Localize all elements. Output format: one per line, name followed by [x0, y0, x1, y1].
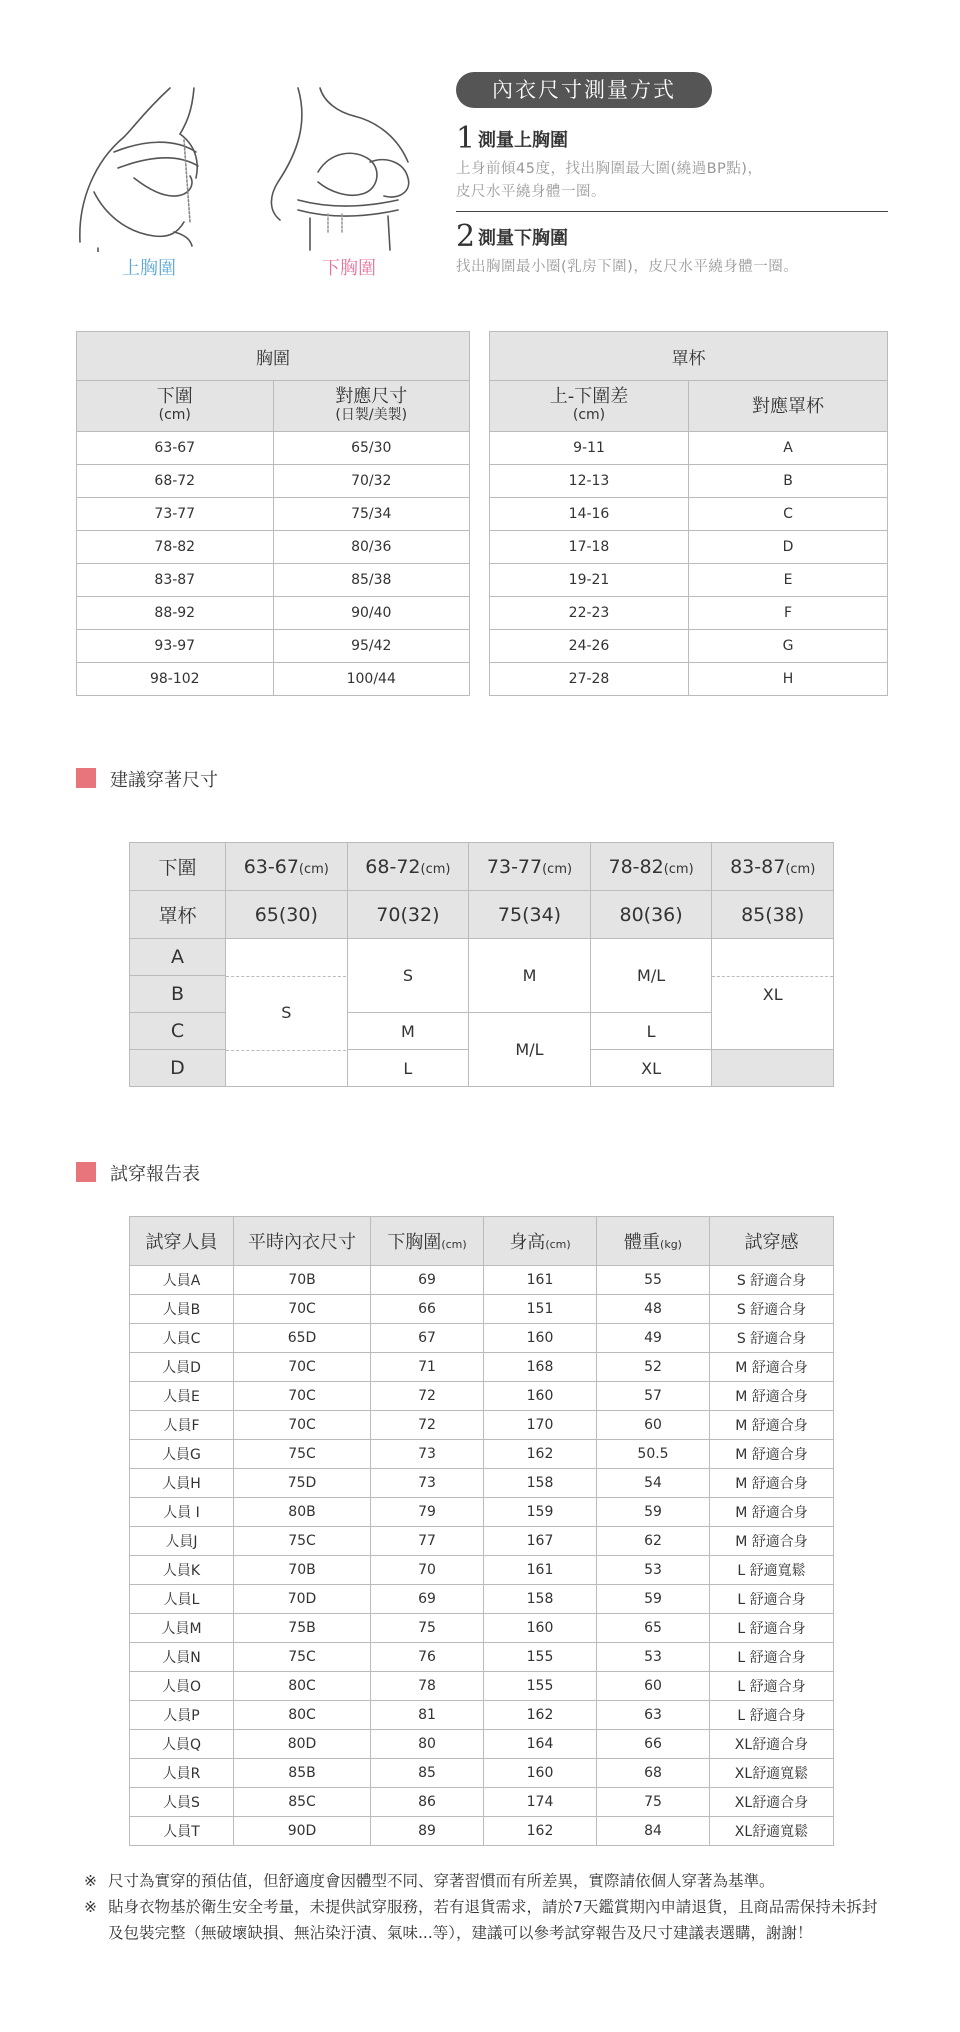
tryon-cell-under: 72	[371, 1411, 484, 1440]
cup-row	[490, 465, 888, 498]
tryon-cell-under: 76	[371, 1643, 484, 1672]
tryon-cell-size: 75C	[234, 1440, 371, 1469]
tryon-cell-feel: M 舒適合身	[710, 1411, 834, 1440]
band-cell-under: 68-72	[77, 465, 274, 498]
band-cell-size: 70/32	[273, 465, 470, 498]
tryon-cell-weight: 57	[597, 1382, 710, 1411]
band-cell-under: 83-87	[77, 564, 274, 597]
tryon-cell-size: 70B	[234, 1266, 371, 1295]
tryon-cell-person: 人員T	[130, 1817, 234, 1846]
tryon-cell-under: 73	[371, 1440, 484, 1469]
tryon-row	[130, 1585, 834, 1614]
band-row	[77, 663, 470, 696]
recommend-section-marker	[76, 768, 96, 788]
tryon-cell-under: 67	[371, 1324, 484, 1353]
tryon-cell-under: 89	[371, 1817, 484, 1846]
cup-cell-diff: 9-11	[490, 432, 689, 465]
tryon-cell-person: 人員L	[130, 1585, 234, 1614]
tryon-cell-under: 71	[371, 1353, 484, 1382]
tryon-cell-weight: 63	[597, 1701, 710, 1730]
measure-title-badge: 內衣尺寸測量方式	[456, 72, 712, 108]
tryon-cell-weight: 52	[597, 1353, 710, 1382]
band-cell-size: 65/30	[273, 432, 470, 465]
rec-size-4: 80(36)	[590, 891, 712, 939]
tryon-cell-person: 人員A	[130, 1266, 234, 1295]
tryon-cell-height: 158	[484, 1469, 597, 1498]
tryon-table	[129, 1216, 834, 1846]
divider	[456, 211, 888, 212]
cup-row	[490, 663, 888, 696]
tryon-cell-person: 人員K	[130, 1556, 234, 1585]
tryon-row	[130, 1672, 834, 1701]
tryon-cell-size: 70C	[234, 1382, 371, 1411]
rec-cell-2d: L	[347, 1050, 469, 1087]
tryon-cell-person: 人員J	[130, 1527, 234, 1556]
tryon-cell-height: 167	[484, 1527, 597, 1556]
tryon-cell-under: 69	[371, 1266, 484, 1295]
tryon-cell-under: 81	[371, 1701, 484, 1730]
tryon-cell-weight: 59	[597, 1585, 710, 1614]
tryon-cell-feel: M 舒適合身	[710, 1527, 834, 1556]
rec-cell-4d: XL	[590, 1050, 712, 1087]
band-cell-size: 95/42	[273, 630, 470, 663]
cup-cell-diff: 22-23	[490, 597, 689, 630]
tryon-cell-feel: XL舒適寬鬆	[710, 1817, 834, 1846]
upper-bust-label: 上胸圍	[122, 258, 176, 279]
tryon-cell-size: 65D	[234, 1324, 371, 1353]
rec-cup-a: A	[130, 939, 226, 976]
band-cell-under: 63-67	[77, 432, 274, 465]
rec-cup-b: B	[130, 976, 226, 1013]
band-col-header: 下圍 (cm)	[77, 381, 274, 432]
tryon-cell-weight: 55	[597, 1266, 710, 1295]
tryon-row	[130, 1614, 834, 1643]
lower-bust-label: 下胸圍	[322, 258, 376, 279]
tryon-cell-feel: L 舒適合身	[710, 1585, 834, 1614]
tryon-cell-person: 人員E	[130, 1382, 234, 1411]
cup-cell-diff: 24-26	[490, 630, 689, 663]
tryon-cell-under: 69	[371, 1585, 484, 1614]
tryon-cell-size: 75D	[234, 1469, 371, 1498]
tryon-cell-size: 80B	[234, 1498, 371, 1527]
tryon-cell-height: 162	[484, 1440, 597, 1469]
tryon-cell-under: 70	[371, 1556, 484, 1585]
note-2: ※ 貼身衣物基於衛生安全考量，未提供試穿服務，若有退貨需求，請於7天鑑賞期內申請退貨，且商品需保持未拆封及包裝完整（無破壞缺損、無沾染汙漬、氣味...等），建議可以參考試穿報告及尺寸建議表選購，謝謝！	[84, 1898, 878, 1942]
diff-col-header: 上-下圍差 (cm)	[490, 381, 689, 432]
tryon-cell-under: 85	[371, 1759, 484, 1788]
col-size: 平時內衣尺寸	[234, 1217, 371, 1266]
rec-cup-label: 罩杯	[130, 891, 226, 939]
tryon-cell-feel: L 舒適合身	[710, 1701, 834, 1730]
rec-band-5: 83-87(cm)	[712, 843, 834, 891]
tryon-cell-weight: 84	[597, 1817, 710, 1846]
step2-desc: 找出胸圍最小圈(乳房下圍)，皮尺水平繞身體一圈。	[456, 259, 799, 275]
step1-desc-line1: 上身前傾45度，找出胸圍最大圍(繞過BP點)，	[456, 161, 763, 177]
cup-cell-cup: B	[689, 465, 888, 498]
tryon-cell-weight: 59	[597, 1498, 710, 1527]
col-under: 下胸圍(cm)	[371, 1217, 484, 1266]
tryon-cell-height: 160	[484, 1759, 597, 1788]
tryon-cell-weight: 60	[597, 1411, 710, 1440]
rec-cell-3ab: M	[469, 939, 591, 1013]
rec-size-2: 70(32)	[347, 891, 469, 939]
rec-band-2: 68-72(cm)	[347, 843, 469, 891]
notes	[84, 1868, 884, 1946]
tryon-cell-under: 75	[371, 1614, 484, 1643]
tryon-cell-feel: XL舒適合身	[710, 1730, 834, 1759]
tryon-cell-height: 155	[484, 1643, 597, 1672]
tryon-cell-height: 162	[484, 1817, 597, 1846]
tryon-cell-height: 162	[484, 1701, 597, 1730]
tryon-row	[130, 1440, 834, 1469]
cup-row	[490, 531, 888, 564]
band-row	[77, 531, 470, 564]
tryon-cell-weight: 66	[597, 1730, 710, 1759]
tryon-cell-size: 80C	[234, 1672, 371, 1701]
tryon-cell-height: 160	[484, 1382, 597, 1411]
tryon-cell-size: 70C	[234, 1295, 371, 1324]
tryon-cell-size: 85B	[234, 1759, 371, 1788]
rec-cell-4c: L	[590, 1013, 712, 1050]
tryon-cell-person: 人員N	[130, 1643, 234, 1672]
tryon-cell-weight: 50.5	[597, 1440, 710, 1469]
dash-line-2	[226, 1050, 346, 1051]
tryon-cell-person: 人員S	[130, 1788, 234, 1817]
tryon-cell-size: 90D	[234, 1817, 371, 1846]
tryon-cell-feel: M 舒適合身	[710, 1353, 834, 1382]
tryon-cell-person: 人員P	[130, 1701, 234, 1730]
tryon-cell-under: 79	[371, 1498, 484, 1527]
tryon-cell-under: 77	[371, 1527, 484, 1556]
band-cell-size: 80/36	[273, 531, 470, 564]
band-cell-under: 88-92	[77, 597, 274, 630]
rec-band-label: 下圍	[130, 843, 226, 891]
rec-band-4: 78-82(cm)	[590, 843, 712, 891]
tryon-cell-height: 161	[484, 1266, 597, 1295]
tryon-cell-height: 159	[484, 1498, 597, 1527]
band-cell-under: 93-97	[77, 630, 274, 663]
rec-cell-empty	[712, 1050, 834, 1087]
tryon-cell-size: 80D	[234, 1730, 371, 1759]
tryon-cell-weight: 62	[597, 1527, 710, 1556]
band-row	[77, 564, 470, 597]
tryon-cell-size: 75C	[234, 1527, 371, 1556]
cup-row	[490, 498, 888, 531]
rec-size-3: 75(34)	[469, 891, 591, 939]
tryon-cell-height: 158	[484, 1585, 597, 1614]
band-row	[77, 432, 470, 465]
cup-cell-cup: C	[689, 498, 888, 531]
step1-desc-line2: 皮尺水平繞身體一圈。	[456, 184, 606, 200]
tryon-cell-size: 80C	[234, 1701, 371, 1730]
tryon-cell-feel: L 舒適合身	[710, 1672, 834, 1701]
tryon-cell-person: 人員H	[130, 1469, 234, 1498]
cup-cell-diff: 17-18	[490, 531, 689, 564]
band-row	[77, 465, 470, 498]
tryon-row	[130, 1527, 834, 1556]
col-weight: 體重(kg)	[597, 1217, 710, 1266]
tryon-cell-under: 72	[371, 1382, 484, 1411]
tryon-cell-feel: M 舒適合身	[710, 1469, 834, 1498]
col-height: 身高(cm)	[484, 1217, 597, 1266]
tryon-cell-height: 160	[484, 1614, 597, 1643]
tryon-cell-weight: 75	[597, 1788, 710, 1817]
cup-cell-cup: F	[689, 597, 888, 630]
tryon-cell-weight: 53	[597, 1556, 710, 1585]
tryon-cell-person: 人員G	[130, 1440, 234, 1469]
cup-row	[490, 432, 888, 465]
dash-line-1	[226, 976, 346, 977]
cup-cell-diff: 27-28	[490, 663, 689, 696]
tryon-cell-feel: XL舒適合身	[710, 1788, 834, 1817]
rec-cell-xl: XL	[712, 939, 834, 1050]
tryon-cell-under: 86	[371, 1788, 484, 1817]
tryon-row	[130, 1701, 834, 1730]
tryon-cell-feel: M 舒適合身	[710, 1498, 834, 1527]
tryon-row	[130, 1266, 834, 1295]
tryon-cell-person: 人員R	[130, 1759, 234, 1788]
band-table-group-header: 胸圍	[77, 332, 470, 381]
tryon-cell-size: 85C	[234, 1788, 371, 1817]
tryon-row	[130, 1469, 834, 1498]
cup-table-group-header: 罩杯	[490, 332, 888, 381]
tryon-cell-feel: L 舒適寬鬆	[710, 1556, 834, 1585]
tryon-row	[130, 1788, 834, 1817]
rec-band-1: 63-67(cm)	[226, 843, 348, 891]
tryon-cell-height: 155	[484, 1672, 597, 1701]
col-feel: 試穿感	[710, 1217, 834, 1266]
band-cell-size: 85/38	[273, 564, 470, 597]
tryon-row	[130, 1353, 834, 1382]
cup-cell-cup: D	[689, 531, 888, 564]
band-cell-under: 98-102	[77, 663, 274, 696]
tryon-cell-feel: L 舒適合身	[710, 1643, 834, 1672]
cup-size-table	[489, 331, 888, 696]
col-person: 試穿人員	[130, 1217, 234, 1266]
step1-title: 測量上胸圍	[478, 130, 568, 151]
tryon-cell-person: 人員F	[130, 1411, 234, 1440]
tryon-cell-feel: M 舒適合身	[710, 1382, 834, 1411]
rec-cell-3cd: M/L	[469, 1013, 591, 1087]
rec-size-1: 65(30)	[226, 891, 348, 939]
tryon-cell-weight: 48	[597, 1295, 710, 1324]
tryon-cell-feel: M 舒適合身	[710, 1440, 834, 1469]
rec-size-5: 85(38)	[712, 891, 834, 939]
cup-cell-diff: 14-16	[490, 498, 689, 531]
cup-row	[490, 564, 888, 597]
tryon-cell-height: 160	[484, 1324, 597, 1353]
tryon-cell-size: 70C	[234, 1353, 371, 1382]
tryon-cell-under: 66	[371, 1295, 484, 1324]
rec-cell-s: S	[226, 939, 348, 1087]
tryon-cell-person: 人員Q	[130, 1730, 234, 1759]
cup-cell-cup: E	[689, 564, 888, 597]
band-row	[77, 630, 470, 663]
tryon-cell-person: 人員O	[130, 1672, 234, 1701]
cup-row	[490, 630, 888, 663]
tryon-cell-feel: S 舒適合身	[710, 1295, 834, 1324]
tryon-cell-under: 78	[371, 1672, 484, 1701]
tryon-cell-under: 73	[371, 1469, 484, 1498]
tryon-cell-height: 164	[484, 1730, 597, 1759]
tryon-cell-weight: 68	[597, 1759, 710, 1788]
step2-title: 測量下胸圍	[478, 228, 568, 249]
rec-cell-2ab: S	[347, 939, 469, 1013]
tryon-cell-size: 70C	[234, 1411, 371, 1440]
cup-cell-diff: 19-21	[490, 564, 689, 597]
tryon-cell-height: 168	[484, 1353, 597, 1382]
band-cell-size: 100/44	[273, 663, 470, 696]
tryon-cell-weight: 54	[597, 1469, 710, 1498]
cup-cell-cup: H	[689, 663, 888, 696]
size-col-header: 對應尺寸 (日製/美製)	[273, 381, 470, 432]
band-size-table	[76, 331, 470, 696]
tryon-cell-feel: S 舒適合身	[710, 1324, 834, 1353]
rec-cell-2c: M	[347, 1013, 469, 1050]
tryon-cell-size: 75B	[234, 1614, 371, 1643]
rec-cup-d: D	[130, 1050, 226, 1087]
tryon-cell-person: 人員C	[130, 1324, 234, 1353]
cup-cell-cup: G	[689, 630, 888, 663]
cup-cell-diff: 12-13	[490, 465, 689, 498]
tryon-cell-weight: 65	[597, 1614, 710, 1643]
tryon-cell-height: 151	[484, 1295, 597, 1324]
cup-col-header: 對應罩杯	[689, 381, 888, 432]
recommend-section-title: 建議穿著尺寸	[110, 770, 218, 791]
band-row	[77, 597, 470, 630]
band-row	[77, 498, 470, 531]
dash-line-3	[712, 976, 833, 977]
tryon-cell-size: 70B	[234, 1556, 371, 1585]
tryon-row	[130, 1498, 834, 1527]
band-cell-under: 78-82	[77, 531, 274, 564]
tryon-cell-person: 人員 I	[130, 1498, 234, 1527]
tryon-cell-height: 174	[484, 1788, 597, 1817]
tryon-section-marker	[76, 1162, 96, 1182]
tryon-cell-weight: 49	[597, 1324, 710, 1353]
step2-number: 2	[456, 219, 476, 254]
tryon-row	[130, 1759, 834, 1788]
tryon-cell-feel: XL舒適寬鬆	[710, 1759, 834, 1788]
tryon-row	[130, 1411, 834, 1440]
tryon-row	[130, 1643, 834, 1672]
band-cell-size: 75/34	[273, 498, 470, 531]
tryon-cell-feel: L 舒適合身	[710, 1614, 834, 1643]
tryon-cell-size: 70D	[234, 1585, 371, 1614]
tryon-row	[130, 1817, 834, 1846]
cup-cell-cup: A	[689, 432, 888, 465]
band-cell-size: 90/40	[273, 597, 470, 630]
tryon-cell-height: 161	[484, 1556, 597, 1585]
tryon-cell-size: 75C	[234, 1643, 371, 1672]
tryon-section-title: 試穿報告表	[110, 1164, 200, 1185]
tryon-cell-height: 170	[484, 1411, 597, 1440]
tryon-cell-feel: S 舒適合身	[710, 1266, 834, 1295]
tryon-cell-person: 人員M	[130, 1614, 234, 1643]
rec-cell-4ab: M/L	[590, 939, 712, 1013]
tryon-row	[130, 1324, 834, 1353]
lower-bust-figure	[258, 82, 428, 252]
tryon-row	[130, 1556, 834, 1585]
tryon-row	[130, 1382, 834, 1411]
tryon-cell-person: 人員D	[130, 1353, 234, 1382]
tryon-row	[130, 1295, 834, 1324]
note-1: ※ 尺寸為實穿的預估值，但舒適度會因體型不同、穿著習慣而有所差異，實際請依個人穿著為基準。	[84, 1872, 775, 1890]
tryon-cell-under: 80	[371, 1730, 484, 1759]
rec-cup-c: C	[130, 1013, 226, 1050]
rec-band-3: 73-77(cm)	[469, 843, 591, 891]
tryon-cell-weight: 53	[597, 1643, 710, 1672]
step1-number: 1	[456, 121, 476, 156]
tryon-cell-person: 人員B	[130, 1295, 234, 1324]
tryon-cell-weight: 60	[597, 1672, 710, 1701]
upper-bust-figure	[74, 82, 234, 252]
cup-row	[490, 597, 888, 630]
band-cell-under: 73-77	[77, 498, 274, 531]
tryon-row	[130, 1730, 834, 1759]
